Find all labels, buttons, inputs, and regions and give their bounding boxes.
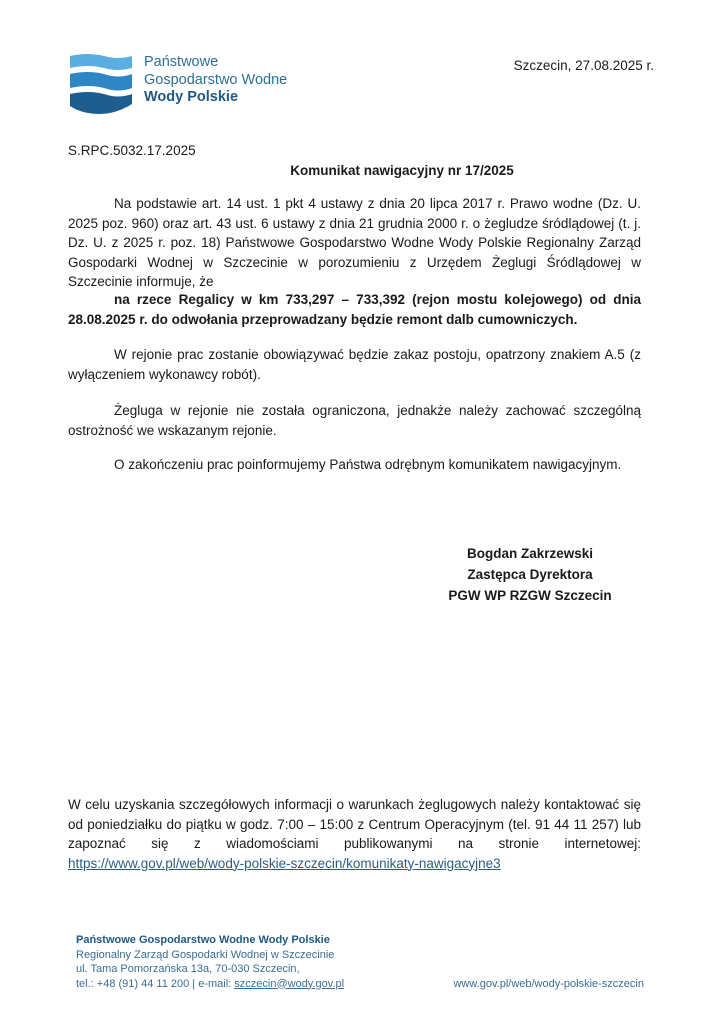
reference-number: S.RPC.5032.17.2025 bbox=[68, 143, 196, 158]
footer-unit: Regionalny Zarząd Gospodarki Wodnej w Szczecinie bbox=[76, 948, 335, 961]
signature-position: Zastępca Dyrektora bbox=[467, 567, 593, 582]
footer-website[interactable]: www.gov.pl/web/wody-polskie-szczecin bbox=[453, 978, 644, 990]
signature-name: Bogdan Zakrzewski bbox=[466, 546, 594, 561]
signature-organization: PGW WP RZGW Szczecin bbox=[448, 588, 612, 603]
logo-text bbox=[144, 54, 287, 107]
footer-address bbox=[76, 933, 344, 991]
document-title: Komunikat nawigacyjny nr 17/2025 bbox=[290, 163, 514, 178]
logo-line-1: Państwowe bbox=[144, 54, 219, 70]
paragraph-legal-basis: Na podstawie art. 14 ust. 1 pkt 4 ustawy z dnia 20 lipca 2017 r. Prawo wodne (Dz. U. 2025 poz. 960) oraz art. 43 ust. 6 ustawy z dnia 21 grudnia 2000 r. o żegludze śródlądowej (t. j. Dz. U. z 2025 r. poz. 18) Państwowe Gospodarstwo Wodne Wody Polskie Regionalny Zarząd Gospodarki Wodnej w Szczecinie w porozumieniu z Urzędem Żeglugi Śródlądowej w Szczecinie informuje, że bbox=[68, 196, 641, 289]
footer-org: Państwowe Gospodarstwo Wodne Wody Polskie bbox=[76, 934, 330, 946]
paragraph-closing: O zakończeniu prac poinformujemy Państwa odrębnym komunikatem nawigacyjnym. bbox=[114, 457, 622, 472]
logo-line-2: Gospodarstwo Wodne bbox=[144, 71, 288, 88]
signature-block bbox=[430, 543, 630, 606]
paragraph-announcement: na rzece Regalicy w km 733,297 – 733,392 (rejon mostu kolejowego) od dnia 28.08.2025 r. do odwołania przeprowadzany będzie remont dalb cumowniczych. bbox=[68, 292, 641, 327]
footer-contact-line bbox=[76, 977, 344, 992]
logo bbox=[68, 52, 298, 118]
logo-line-3: Wody Polskie bbox=[144, 89, 239, 105]
contact-info bbox=[68, 795, 641, 873]
footer-phone: tel.: +48 (91) 44 11 200 | e-mail: bbox=[76, 977, 235, 990]
footer-address-line: ul. Tama Pomorzańska 13a, 70-030 Szczecin, bbox=[76, 963, 300, 975]
wody-polskie-wave-icon bbox=[68, 52, 134, 116]
paragraph-restriction: W rejonie prac zostanie obowiązywać będzie zakaz postoju, opatrzony znakiem A.5 (z wyłączeniem wykonawcy robót). bbox=[68, 347, 641, 382]
contact-text: W celu uzyskania szczegółowych informacji o warunkach żeglugowych należy kontaktować się od poniedziałku do piątku w godz. 7:00 – 15:00 z Centrum Operacyjnym (tel. 91 44 11 257) lub zapoznać się z wiadomościami publikowanymi na stronie internetowej: bbox=[68, 797, 641, 851]
komunikaty-link[interactable]: https://www.gov.pl/web/wody-polskie-szczecin/komunikaty-nawigacyjne3 bbox=[68, 855, 501, 871]
footer-email-link[interactable]: szczecin@wody.gov.pl bbox=[234, 977, 345, 990]
paragraph-navigation: Żegluga w rejonie nie została ograniczona, jednakże należy zachować szczególną ostrożność we wskazanym rejonie. bbox=[68, 403, 641, 438]
document-date: Szczecin, 27.08.2025 r. bbox=[513, 58, 654, 73]
